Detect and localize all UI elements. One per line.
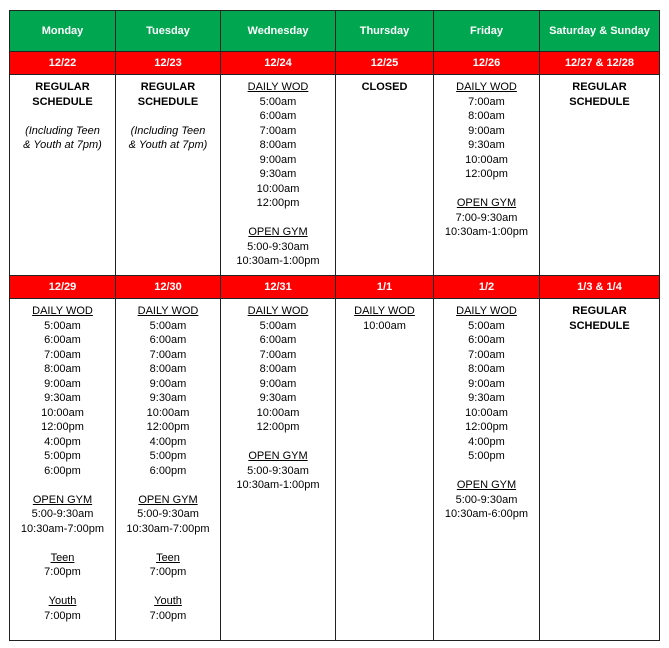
open-gym-label: OPEN GYM bbox=[138, 493, 198, 506]
time-slot: 10:30am-6:00pm bbox=[444, 508, 529, 520]
time-slot: 7:00am bbox=[468, 348, 505, 361]
schedule-cell-w1-wed bbox=[221, 75, 336, 276]
closed-label: CLOSED bbox=[361, 81, 408, 93]
open-gym-label: OPEN GYM bbox=[456, 197, 517, 209]
time-slot: 7:00pm bbox=[44, 566, 81, 578]
time-slot: 5:00-9:30am bbox=[455, 493, 518, 506]
schedule-cell-w1-fri bbox=[434, 75, 540, 276]
day-header-weekend: Saturday & Sunday bbox=[540, 11, 660, 52]
daily-wod-label: DAILY WOD bbox=[137, 305, 199, 317]
open-gym-label: OPEN GYM bbox=[456, 479, 517, 491]
time-slot: 12:00pm bbox=[146, 421, 190, 433]
time-slot: 7:00am bbox=[259, 124, 297, 137]
note-line: (Including Teen bbox=[130, 124, 206, 137]
daily-wod-label: DAILY WOD bbox=[456, 305, 517, 317]
time-slot: 6:00pm bbox=[149, 464, 187, 477]
time-slot: 7:00pm bbox=[149, 566, 187, 578]
daily-wod-label: DAILY WOD bbox=[247, 81, 309, 93]
time-slot: 7:00am bbox=[149, 348, 187, 361]
schedule-cell-w2-fri bbox=[434, 299, 540, 641]
regular-label: REGULAR bbox=[35, 81, 90, 93]
date-cell: 12/30 bbox=[116, 276, 221, 299]
time-slot: 12:00pm bbox=[465, 421, 508, 433]
time-slot: 9:30am bbox=[259, 392, 297, 404]
day-header-tuesday: Tuesday bbox=[116, 11, 221, 52]
date-cell: 12/29 bbox=[10, 276, 116, 299]
time-slot: 9:00am bbox=[468, 377, 505, 390]
daily-wod-label: DAILY WOD bbox=[32, 305, 93, 317]
time-slot: 9:30am bbox=[259, 168, 297, 180]
youth-label: Youth bbox=[154, 595, 182, 607]
time-slot: 7:00am bbox=[44, 348, 81, 361]
week1-schedule-row bbox=[10, 75, 660, 276]
schedule-cell-w2-weekend bbox=[540, 299, 660, 641]
time-slot: 8:00am bbox=[149, 363, 187, 375]
daily-wod-label: DAILY WOD bbox=[247, 305, 309, 317]
time-slot: 9:30am bbox=[149, 392, 187, 404]
note-line: & Youth at 7pm) bbox=[128, 139, 208, 151]
note-line: & Youth at 7pm) bbox=[23, 139, 102, 151]
time-slot: 10:00am bbox=[256, 182, 300, 195]
time-slot: 4:00pm bbox=[44, 435, 81, 448]
time-slot: 5:00pm bbox=[149, 450, 187, 462]
time-slot: 8:00am bbox=[44, 363, 81, 375]
time-slot: 6:00am bbox=[149, 334, 187, 346]
schedule-cell-w1-tue bbox=[116, 75, 221, 276]
week1-date-row bbox=[10, 52, 660, 75]
time-slot: 9:00am bbox=[44, 377, 81, 390]
schedule-label: SCHEDULE bbox=[32, 95, 93, 108]
day-header-thursday: Thursday bbox=[336, 11, 434, 52]
time-slot: 10:30am-7:00pm bbox=[20, 522, 105, 535]
day-header-wednesday: Wednesday bbox=[221, 11, 336, 52]
time-slot: 7:00-9:30am bbox=[455, 211, 518, 224]
date-cell: 12/24 bbox=[221, 52, 336, 75]
schedule-cell-w1-weekend bbox=[540, 75, 660, 276]
time-slot: 10:00am bbox=[41, 406, 84, 419]
week2-schedule-row bbox=[10, 299, 660, 641]
time-slot: 6:00am bbox=[44, 334, 81, 346]
time-slot: 10:30am-1:00pm bbox=[236, 255, 320, 267]
time-slot: 10:00am bbox=[363, 319, 406, 332]
time-slot: 10:00am bbox=[146, 406, 190, 419]
time-slot: 7:00pm bbox=[149, 609, 187, 622]
daily-wod-label: DAILY WOD bbox=[354, 305, 415, 317]
time-slot: 8:00am bbox=[468, 110, 505, 122]
schedule-label: SCHEDULE bbox=[137, 95, 199, 108]
time-slot: 9:30am bbox=[468, 392, 505, 404]
time-slot: 4:00pm bbox=[468, 435, 505, 448]
date-cell: 1/3 & 1/4 bbox=[540, 276, 660, 299]
day-header-friday: Friday bbox=[434, 11, 540, 52]
time-slot: 12:00pm bbox=[41, 421, 84, 433]
time-slot: 12:00pm bbox=[465, 168, 508, 180]
time-slot: 6:00am bbox=[259, 334, 297, 346]
schedule-cell-w2-mon bbox=[10, 299, 116, 641]
schedule-cell-w1-mon bbox=[10, 75, 116, 276]
regular-label: REGULAR bbox=[572, 305, 627, 317]
daily-wod-label: DAILY WOD bbox=[456, 81, 517, 93]
week2-date-row bbox=[10, 276, 660, 299]
time-slot: 8:00am bbox=[259, 363, 297, 375]
time-slot: 7:00am bbox=[259, 348, 297, 361]
note-line: (Including Teen bbox=[25, 124, 100, 137]
time-slot: 6:00am bbox=[259, 110, 297, 122]
time-slot: 5:00-9:30am bbox=[31, 508, 94, 520]
date-cell: 1/2 bbox=[434, 276, 540, 299]
time-slot: 9:30am bbox=[44, 392, 81, 404]
date-cell: 12/25 bbox=[336, 52, 434, 75]
time-slot: 5:00pm bbox=[468, 450, 505, 462]
teen-label: Teen bbox=[50, 551, 75, 564]
time-slot: 10:00am bbox=[465, 153, 508, 166]
time-slot: 5:00am bbox=[468, 319, 505, 332]
time-slot: 5:00pm bbox=[44, 450, 81, 462]
time-slot: 4:00pm bbox=[149, 435, 187, 448]
time-slot: 12:00pm bbox=[256, 421, 300, 433]
date-cell: 12/27 & 12/28 bbox=[540, 52, 660, 75]
schedule-cell-w1-thu bbox=[336, 75, 434, 276]
time-slot: 5:00-9:30am bbox=[247, 240, 309, 253]
time-slot: 9:00am bbox=[259, 377, 297, 390]
holiday-schedule-table bbox=[9, 10, 660, 641]
schedule-cell-w2-thu bbox=[336, 299, 434, 641]
day-header-monday: Monday bbox=[10, 11, 116, 52]
regular-label: REGULAR bbox=[572, 81, 627, 93]
time-slot: 9:00am bbox=[149, 377, 187, 390]
time-slot: 10:00am bbox=[465, 406, 508, 419]
time-slot: 5:00am bbox=[149, 319, 187, 332]
open-gym-label: OPEN GYM bbox=[248, 226, 308, 238]
time-slot: 6:00am bbox=[468, 334, 505, 346]
youth-label: Youth bbox=[48, 595, 77, 607]
time-slot: 10:30am-1:00pm bbox=[444, 226, 529, 238]
time-slot: 10:30am-1:00pm bbox=[236, 479, 320, 491]
time-slot: 5:00-9:30am bbox=[247, 464, 309, 477]
regular-label: REGULAR bbox=[140, 81, 196, 93]
date-cell: 12/26 bbox=[434, 52, 540, 75]
teen-label: Teen bbox=[156, 551, 180, 564]
date-cell: 1/1 bbox=[336, 276, 434, 299]
time-slot: 9:00am bbox=[468, 124, 505, 137]
open-gym-label: OPEN GYM bbox=[32, 493, 93, 506]
day-header-row bbox=[10, 11, 660, 52]
time-slot: 10:00am bbox=[256, 406, 300, 419]
time-slot: 9:00am bbox=[259, 153, 297, 166]
schedule-cell-w2-wed bbox=[221, 299, 336, 641]
date-cell: 12/31 bbox=[221, 276, 336, 299]
time-slot: 8:00am bbox=[468, 363, 505, 375]
schedule-label: SCHEDULE bbox=[569, 95, 630, 108]
date-cell: 12/22 bbox=[10, 52, 116, 75]
time-slot: 10:30am-7:00pm bbox=[126, 522, 210, 535]
time-slot: 9:30am bbox=[468, 139, 505, 151]
time-slot: 5:00-9:30am bbox=[137, 508, 199, 520]
time-slot: 7:00am bbox=[468, 95, 505, 108]
time-slot: 5:00am bbox=[259, 95, 297, 108]
time-slot: 5:00am bbox=[259, 319, 297, 332]
open-gym-label: OPEN GYM bbox=[248, 450, 308, 462]
time-slot: 12:00pm bbox=[256, 197, 300, 209]
time-slot: 8:00am bbox=[259, 139, 297, 151]
schedule-cell-w2-tue bbox=[116, 299, 221, 641]
time-slot: 7:00pm bbox=[44, 609, 81, 622]
date-cell: 12/23 bbox=[116, 52, 221, 75]
schedule-label: SCHEDULE bbox=[569, 319, 630, 332]
time-slot: 5:00am bbox=[44, 319, 81, 332]
time-slot: 6:00pm bbox=[44, 464, 81, 477]
